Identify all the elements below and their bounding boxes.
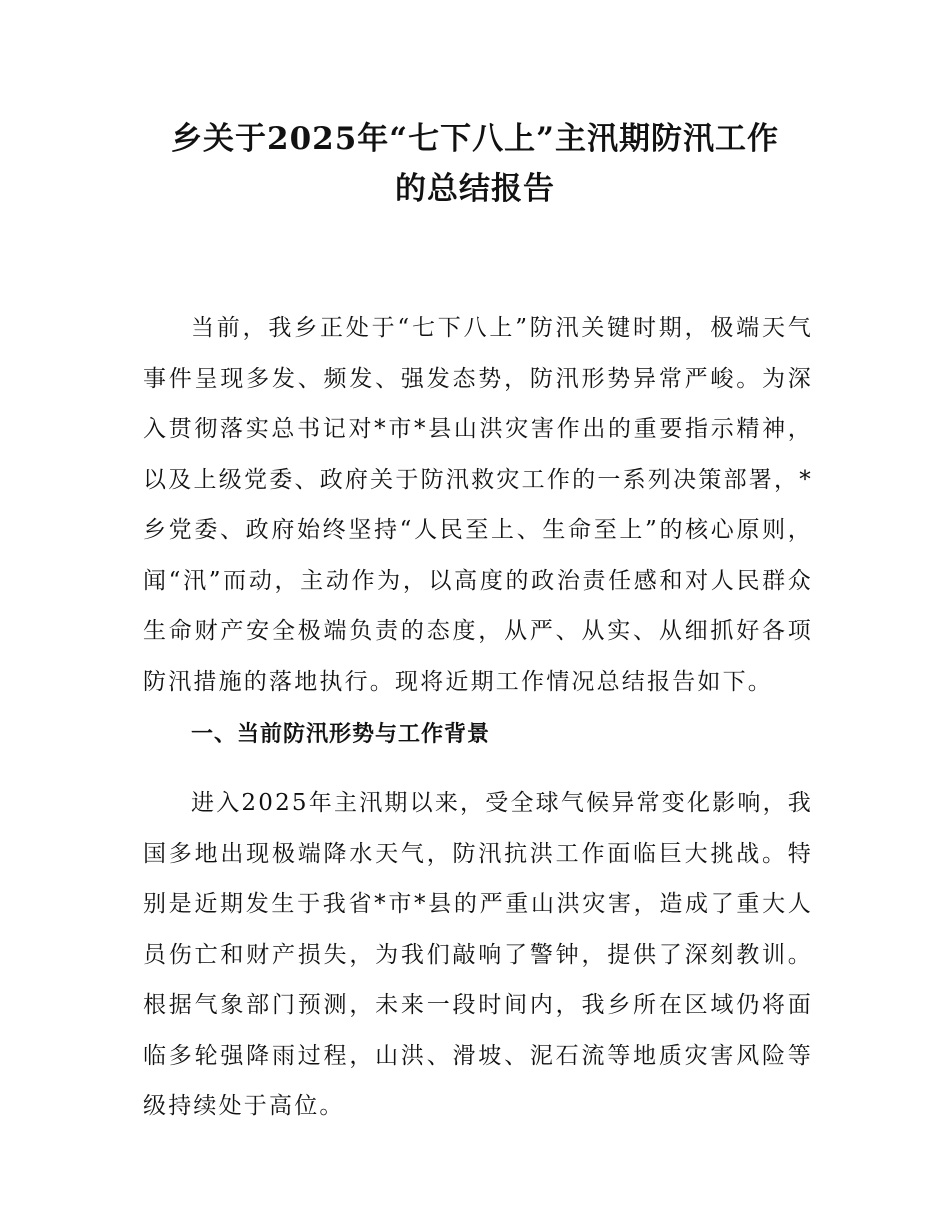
document-title — [120, 114, 830, 214]
title-line-1: 乡关于2025年“七下八上”主汛期防汛工作 — [171, 121, 779, 157]
intro-paragraph: 当前，我乡正处于“七下八上”防汛关键时期，极端天气事件呈现多发、频发、强发态势，防汛形势异常严峻。为深入贯彻落实总书记对*市*县山洪灾害作出的重要指示精神，以及上级党委、政府关于防汛救灾工作的一系列决策部署，*乡党委、政府始终坚持“人民至上、生命至上”的核心原则，闻“汛”而动，主动作为，以高度的政治责任感和对人民群众生命财产安全极端负责的态度，从严、从实、从细抓好各项防汛措施的落地执行。现将近期工作情况总结报告如下。 — [143, 315, 813, 695]
section-1-paragraph: 进入2025年主汛期以来，受全球气候异常变化影响，我国多地出现极端降水天气，防汛抗洪工作面临巨大挑战。特别是近期发生于我省*市*县的严重山洪灾害，造成了重大人员伤亡和财产损失，为我们敲响了警钟，提供了深刻教训。根据气象部门预测，未来一段时间内，我乡所在区域仍将面临多轮强降雨过程，山洪、滑坡、泥石流等地质灾害风险等级持续处于高位。 — [143, 790, 813, 1119]
section-heading-1: 一、当前防汛形势与工作背景 — [191, 722, 491, 747]
title-line-2: 的总结报告 — [395, 171, 555, 207]
